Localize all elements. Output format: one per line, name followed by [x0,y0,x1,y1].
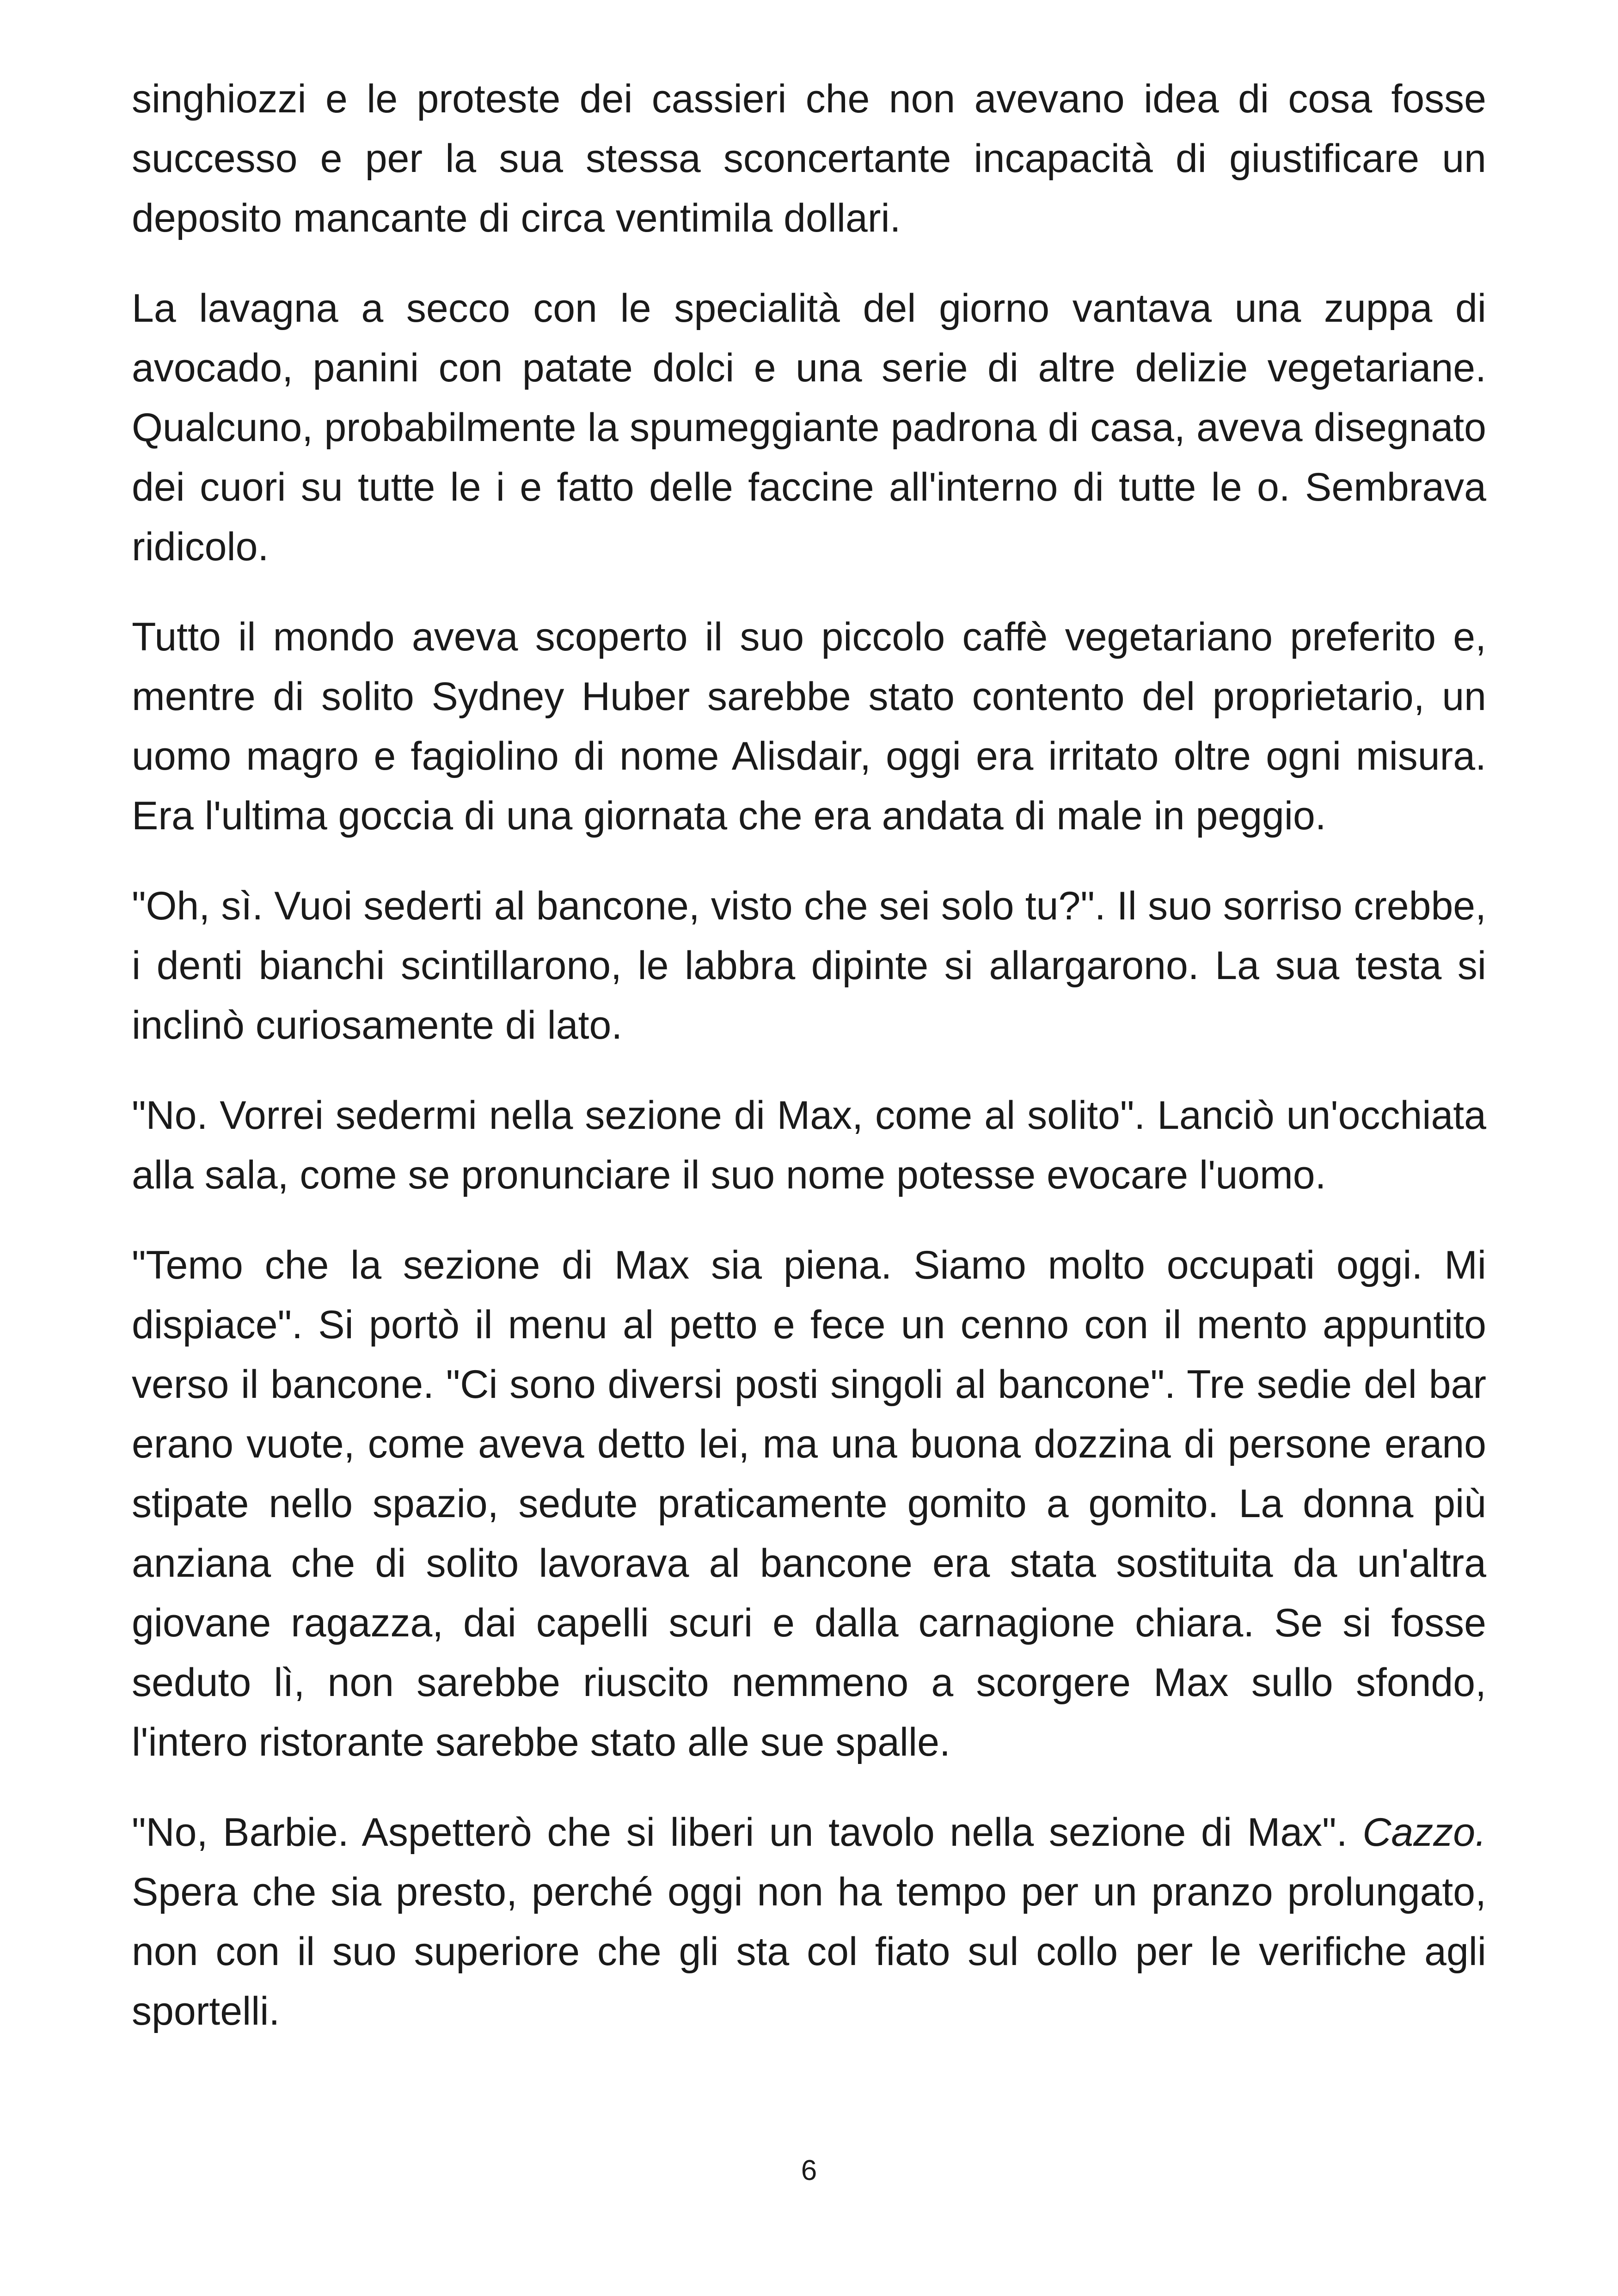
paragraph-1: singhiozzi e le proteste dei cassieri che non avevano idea di cosa fosse successo e per la sua stessa sconcertante incapacità di giustificare un deposito mancante di circa ventimila dollari. [132,77,1486,240]
paragraph-7-end: Spera che sia presto, perché oggi non ha tempo per un pranzo prolungato, non con il suo superiore che gli sta col fiato sul collo per le verifiche agli sportelli. [132,1870,1486,2033]
paragraph-3: Tutto il mondo aveva scoperto il suo piccolo caffè vegetariano preferito e, mentre di solito Sydney Huber sarebbe stato contento del proprietario, un uomo magro e fagiolino di nome Alisdair, oggi era irritato oltre ogni misura. Era l'ultima goccia di una giornata che era andata di male in peggio. [132,615,1486,838]
page-number: 6 [801,2155,817,2186]
paragraph-6: "Temo che la sezione di Max sia piena. Siamo molto occupati oggi. Mi dispiace". Si portò il menu al petto e fece un cenno con il mento appuntito verso il bancone. "Ci sono diversi posti singoli al bancone". Tre sedie del bar erano vuote, come aveva detto lei, ma una buona dozzina di persone erano stipate nello spazio, sedute praticamente gomito a gomito. La donna più anziana che di solito lavorava al bancone era stata sostituita da un'altra giovane ragazza, dai capelli scuri e dalla carnagione chiara. Se si fosse seduto lì, non sarebbe riuscito nemmeno a scorgere Max sullo sfondo, l'intero ristorante sarebbe stato alle sue spalle. [132,1243,1486,1764]
paragraph-7-italic: Cazzo. [1362,1810,1486,1855]
paragraph-2: La lavagna a secco con le specialità del giorno vantava una zuppa di avocado, panini con patate dolci e una serie di altre delizie vegetariane. Qualcuno, probabilmente la spumeggiante padrona di casa, aveva disegnato dei cuori su tutte le i e fatto delle faccine all'interno di tutte le o. Sembrava ridicolo. [132,286,1486,569]
body-text [132,69,1486,2072]
paragraph-7-start: "No, Barbie. Aspetterò che si liberi un tavolo nella sezione di Max". [132,1810,1363,1855]
paragraph-5: "No. Vorrei sedermi nella sezione di Max, come al solito". Lanciò un'occhiata alla sala, come se pronunciare il suo nome potesse evocare l'uomo. [132,1093,1486,1197]
paragraph-4: "Oh, sì. Vuoi sederti al bancone, visto che sei solo tu?". Il suo sorriso crebbe, i denti bianchi scintillarono, le labbra dipinte si allargarono. La sua testa si inclinò curiosamente di lato. [132,884,1486,1047]
paragraph-7 [132,1803,1486,2041]
